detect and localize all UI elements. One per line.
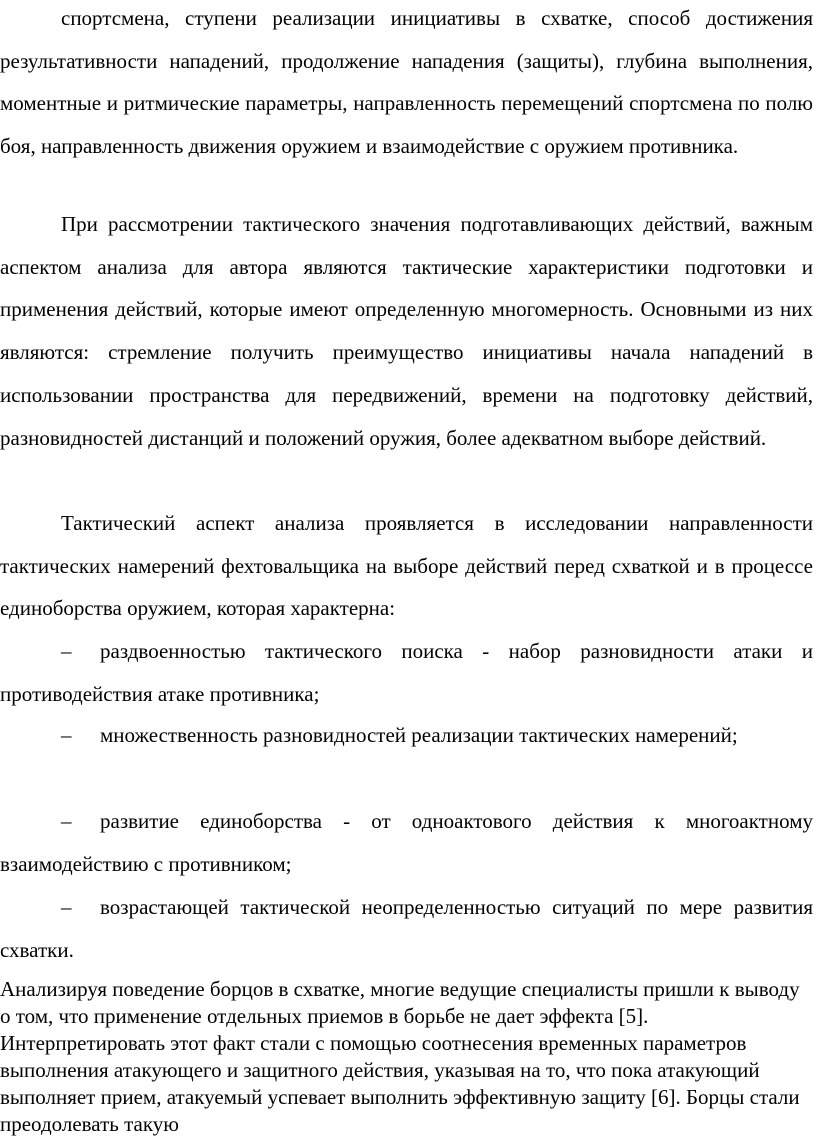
paragraph-tactical-preparation: При рассмотрении тактического значения подготавливающих действий, важным аспектом анализа для автора являются тактические характеристики подготовки и применения действий, которые имеют определенную многомерность. Основными из них являются: стремление получить преимущество инициативы начала нападений в использовании пространства для передвижений, времени на подготовку действий, разновидностей дистанций и положений оружия, более адекватном выборе действий. (0, 212, 813, 450)
paragraph-continuation: спортсмена, ступени реализации инициативы в схватке, способ достижения результативности нападений, продолжение нападения (защиты), глубина выполнения, моментные и ритмические параметры, направленность перемещений спортсмена по полю боя, направленность движения оружием и взаимодействие с оружием противника. (0, 6, 813, 159)
list-item (0, 714, 813, 757)
list-item-text: раздвоенностью тактического поиска - набор разновидности атаки и противодействия атаке противника; (0, 639, 813, 706)
list-dash-marker: – (61, 723, 72, 747)
paragraph-tactical-aspect: Тактический аспект анализа проявляется в исследовании направленности тактических намерений фехтовальщика на выборе действий перед схваткой и в процессе единоборства оружием, которая характерна: (0, 511, 813, 621)
list-item (0, 630, 813, 715)
list-dash-marker: – (61, 809, 72, 833)
list-item-text: множественность разновидностей реализации тактических намерений; (100, 723, 738, 747)
list-item (0, 886, 813, 971)
list-item (0, 800, 813, 885)
paragraph-wrestlers-analysis: Анализируя поведение борцов в схватке, многие ведущие специалисты пришли к выводу о том, что применение отдельных приемов в борьбе не дает эффекта [5]. Интерпретировать этот факт стали с помощью соотнесения временных параметров выполнения атакующего и защитного действия, указывая на то, что пока атакующий выполняет прием, атакуемый успевает выполнить эффективную защиту [6]. Борцы стали преодолевать такую (0, 977, 800, 1136)
list-item-text: возрастающей тактической неопределенностью ситуаций по мере развития схватки. (0, 895, 813, 962)
list-dash-marker: – (61, 895, 72, 919)
list-dash-marker: – (61, 639, 72, 663)
list-item-text: развитие единоборства - от одноактового действия к многоактному взаимодействию с противником; (0, 809, 813, 876)
